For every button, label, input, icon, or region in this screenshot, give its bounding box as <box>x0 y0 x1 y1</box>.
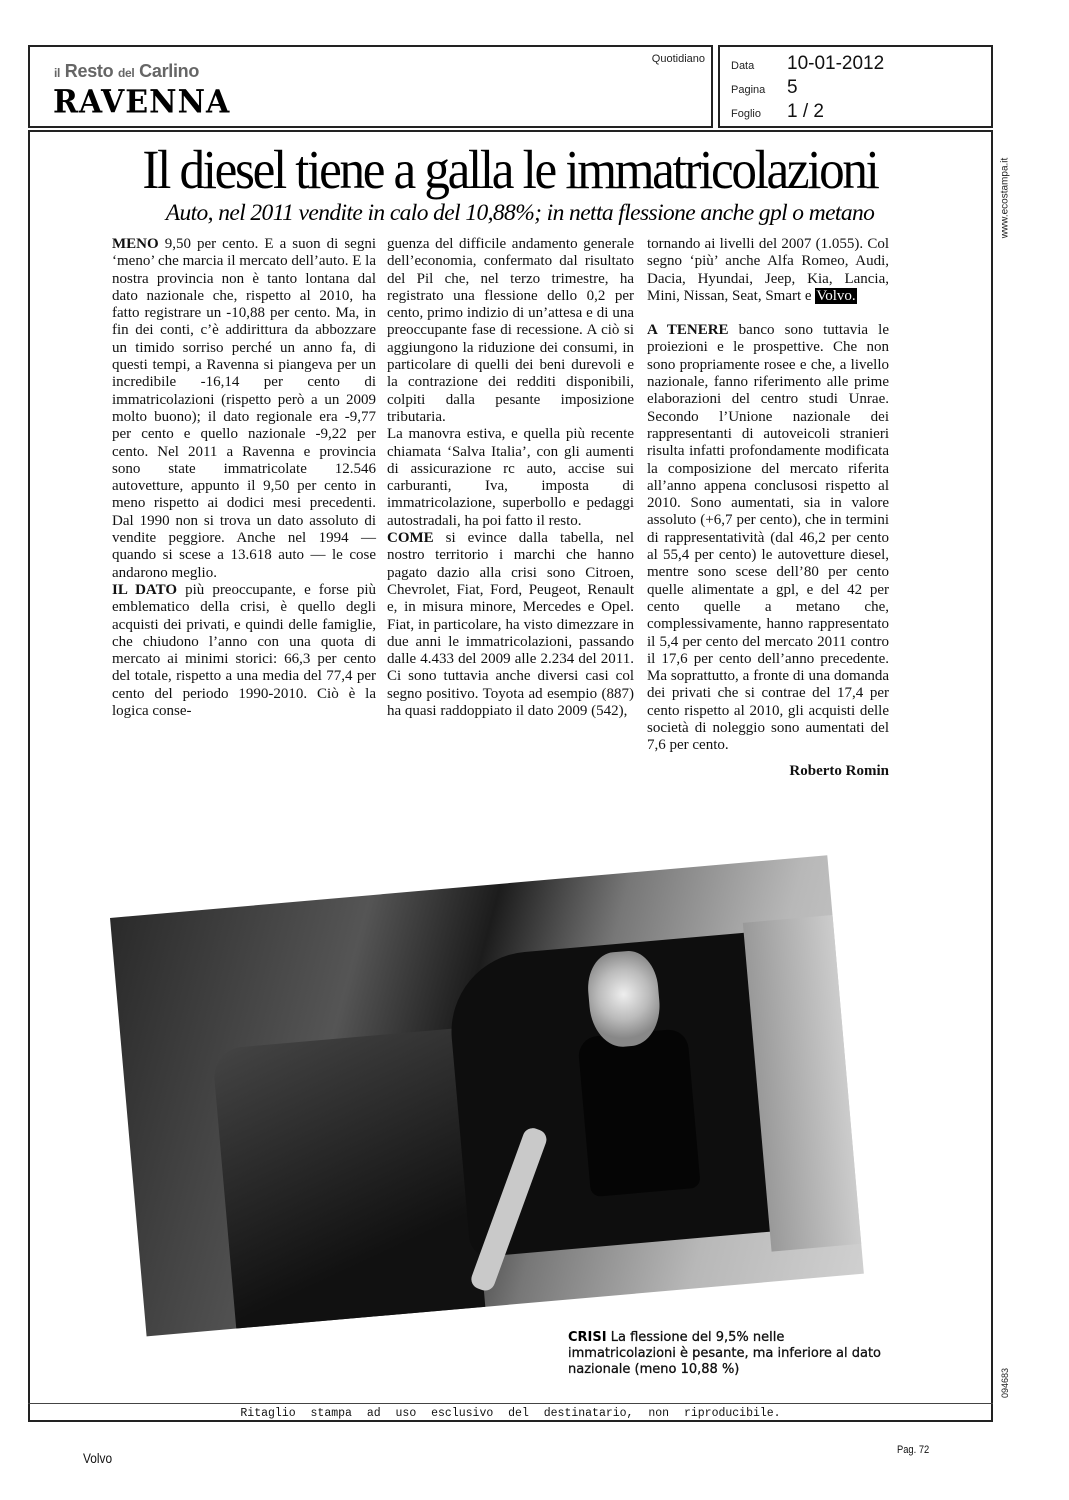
photo-caption <box>568 1330 888 1378</box>
paragraph-lead: COME <box>387 530 434 547</box>
photo-person-dress <box>577 1028 701 1197</box>
client-name: Volvo <box>83 1450 113 1466</box>
meta-sheet <box>731 101 824 123</box>
article-column-2 <box>387 236 634 720</box>
article-headline: Il diesel tiene a galla le immatricolazioni <box>142 139 878 200</box>
caption-lead: CRISI <box>568 1330 607 1345</box>
meta-page <box>731 77 798 99</box>
photo-car-door <box>212 1028 487 1337</box>
paragraph-text: tornando ai livelli del 2007 (1.055). Col segno ‘più’ anche Alfa Romeo, Audi, Dacia, Hyundai, Jeep, Kia, Lancia, Mini, Nissan, Seat, Smart e <box>647 236 889 304</box>
side-url <box>998 148 1012 248</box>
article-subhead: Auto, nel 2011 vendite in calo del 10,88%; in netta flessione anche gpl o metano <box>165 200 875 226</box>
paragraph-text: La manovra estiva, e quella più recente chiamata ‘Salva Italia’, con gli aumenti di assicurazione rc auto, accise sui carburanti, Iva, imposta di immatricolazione, superbollo e pedaggi autostradali, ha poi fatto il resto. <box>387 426 634 529</box>
meta-box <box>718 45 993 128</box>
edition-title: RAVENNA <box>53 84 231 121</box>
paragraph-lead: A TENERE <box>647 322 729 339</box>
brand-resto: Resto <box>64 61 114 81</box>
side-code-text: 094683 <box>1000 1367 1010 1399</box>
paragraph <box>387 530 634 720</box>
article-photo <box>110 855 864 1336</box>
caption-text: La flessione del 9,5% nelle immatricolazioni è pesante, ma inferiore al dato nazionale (meno 10,88 %) <box>568 1330 881 1377</box>
page-label: Pagina <box>731 84 766 96</box>
paragraph <box>647 236 889 305</box>
sheet-value: 1 / 2 <box>787 101 824 122</box>
paragraph-text: guenza del difficile andamento generale dell’economia, confermato dal risultato del Pil che, nel terzo trimestre, ha registrato una flessione dello 0,2 per cento, primo indizio di un’attesa e di una preoccupante fase di recessione. A ciò si aggiungono la riduzione dei consumi, in particolare di quelli dei beni durevoli e la contrazione dei redditi disponibili, colpiti dalla pesante imposizione tributaria. <box>387 236 634 425</box>
page-value: 5 <box>787 77 798 98</box>
byline: Roberto Romin <box>789 762 889 779</box>
paragraph-text: più preoccupante, e forse più emblematico della crisi, è quello degli acquisti dei privati, e quindi delle famiglie, che chiudono l’anno con una quota di mercato ai minimi storici: 66,3 per cento del totale, rispetto a una media del 77,4 per cento del periodo 1990-2010. Ciò è la logica conse- <box>112 581 376 720</box>
brand-del: del <box>118 66 135 80</box>
newspaper-brand <box>54 61 199 82</box>
paragraph <box>387 426 634 530</box>
side-code <box>998 1360 1012 1406</box>
article-column-3 <box>647 236 889 780</box>
date-label: Data <box>731 60 755 72</box>
date-value: 10-01-2012 <box>787 53 885 74</box>
brand-carlino: Carlino <box>139 61 200 81</box>
paragraph <box>387 236 634 426</box>
paragraph-lead: MENO <box>112 236 159 252</box>
paragraph-text: si evince dalla tabella, nel nostro territorio i marchi che hanno pagato dazio alla crisi sono Citroen, Chevrolet, Fiat, Ford, Peugeot, Renault e, in misura minore, Mercedes e Opel. Fiat, in particolare, ha visto dimezzare in due anni le immatricolazioni, passando dalle 4.433 del 2009 alle 2.234 del 2011. Ci sono tuttavia anche diversi casi col segno positivo. Toyota ad esempio (887) ha quasi raddoppiato il dato 2009 (542), <box>387 530 634 720</box>
paragraph-text: 9,50 per cento. E a suon di segni ‘meno’ che marcia il mercato dell’auto. E la nostra provincia non è tanto lontana dal dato nazionale che, rispetto al 2010, ha fatto registrare un -10,88 per cento. Ma, in fin dei conti, c’è addirittura da abbozzare un timido sorriso perché un anno fa, di questi tempi, a Ravenna si piangeva per un incredibile -16,14 per cento di immatricolazioni (rispetto però a un 2009 molto buono); il dato regionale era -9,77 per cento e quello nazionale -9,22 per cento. Nel 2011 a Ravenna e provincia sono state immatricolate 12.546 autovetture, appunto il 9,50 per cento in meno rispetto ai dodici mesi precedenti. Dal 1990 non si trova un dato assoluto di vendite peggiore. Anche nel 1994 — quando si scese a 13.618 auto — le cose andarono meglio. <box>112 236 376 581</box>
highlighted-keyword: Volvo. <box>816 287 856 304</box>
paragraph-gap <box>647 305 889 322</box>
meta-date <box>731 53 884 75</box>
masthead-box <box>28 45 713 128</box>
page-number: Pag. 72 <box>897 1444 930 1456</box>
paragraph <box>112 582 376 720</box>
sheet-label: Foglio <box>731 108 761 120</box>
article-column-1 <box>112 236 376 720</box>
paragraph-text: banco sono tuttavia le proiezioni e le prospettive. Che non sono propriamente rosee e che, a livello nazionale, fanno riferimento alle prime elaborazioni del centro studi Unrae. Secondo l’Unione nazionale dei rappresentanti di autoveicoli stranieri risulta infatti profondamente modificata la composizione del mercato riferita all’anno appena conclusosi rispetto al 2010. Sono aumentati, sia in valore assoluto (+6,7 per cento), che in termini di rappresentatività (dal 46,2 per cento al 55,4 per cento) le autovetture diesel, mentre sono scese dell’80 per cento quelle alimentate a gpl, e del 42 per cento quelle a metano che, complessivamente, hanno rappresentato il 5,4 per cento del mercato 2011 contro il 17,6 per cento dell’anno precedente. Ma soprattutto, a fronte di una domanda dei privati che si contrae del 17,4 per cento rispetto al 2010, gli acquisti delle società di noleggio sono aumentati del 7,6 per cento. <box>647 322 889 754</box>
publication-type: Quotidiano <box>651 53 705 65</box>
reproduction-notice: Ritaglio stampa ad uso esclusivo del destinatario, non riproducibile. <box>28 1403 993 1423</box>
side-url-text: www.ecostampa.it <box>999 157 1011 239</box>
paragraph <box>112 236 376 582</box>
paragraph-lead: IL DATO <box>112 581 178 598</box>
brand-prefix: il <box>54 66 61 80</box>
paragraph <box>647 322 889 754</box>
